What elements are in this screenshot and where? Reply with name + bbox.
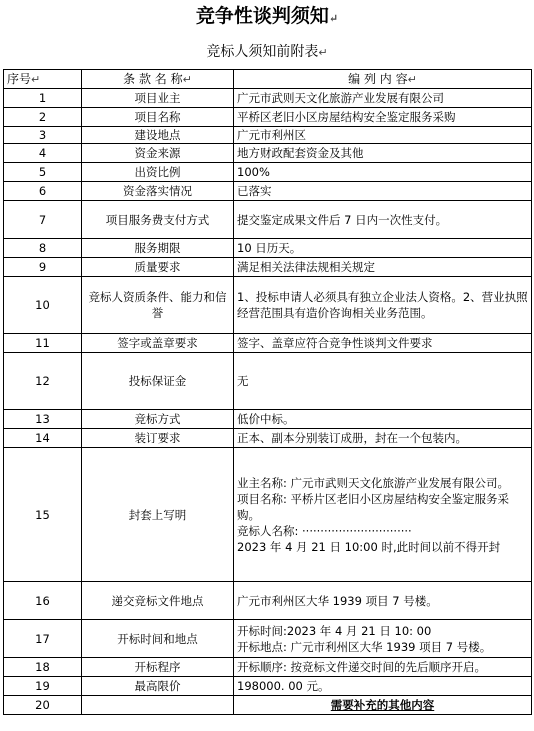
table-row <box>4 620 532 658</box>
row-number: 17 <box>4 620 82 658</box>
header-no: 序号↵ <box>4 70 82 89</box>
row-number: 1 <box>4 89 82 108</box>
table-row <box>4 277 532 334</box>
table-row <box>4 429 532 448</box>
clause-name: 资金来源 <box>82 144 234 163</box>
clause-content: 平桥区老旧小区房屋结构安全鉴定服务采购 <box>234 108 532 127</box>
clause-content: 业主名称: 广元市武则天文化旅游产业发展有限公司。 项目名称: 平桥片区老旧小区房屋结构安全鉴定服务采购。 竞标人名称: ······························ 2023 年 4 月 21 日 10:00 时,此时间以前不得开封 <box>234 448 532 582</box>
clause-content: 提交鉴定成果文件后 7 日内一次性支付。 <box>234 201 532 239</box>
row-number: 4 <box>4 144 82 163</box>
clause-content: 满足相关法律法规相关规定 <box>234 258 532 277</box>
table-row <box>4 696 532 715</box>
clause-name: 开标时间和地点 <box>82 620 234 658</box>
clause-content: 198000. 00 元。 <box>234 677 532 696</box>
clause-name <box>82 696 234 715</box>
row-number: 16 <box>4 582 82 620</box>
row-number: 13 <box>4 410 82 429</box>
table-caption: 竞标人须知前附表↵ <box>206 44 328 60</box>
clause-name: 项目服务费支付方式 <box>82 201 234 239</box>
clause-name: 最高限价 <box>82 677 234 696</box>
table-row <box>4 163 532 182</box>
table-row <box>4 677 532 696</box>
table-row <box>4 258 532 277</box>
row-number: 12 <box>4 353 82 410</box>
clause-content: 开标顺序: 按竞标文件递交时间的先后顺序开启。 <box>234 658 532 677</box>
clause-name: 项目业主 <box>82 89 234 108</box>
row-number: 9 <box>4 258 82 277</box>
table-row <box>4 448 532 582</box>
table-row <box>4 353 532 410</box>
clause-name: 项目名称 <box>82 108 234 127</box>
row-number: 15 <box>4 448 82 582</box>
table-row <box>4 582 532 620</box>
clause-name: 竞标人资质条件、能力和信誉 <box>82 277 234 334</box>
clause-content: 无 <box>234 353 532 410</box>
row-number: 5 <box>4 163 82 182</box>
row-number: 14 <box>4 429 82 448</box>
table-row <box>4 89 532 108</box>
table-row <box>4 144 532 163</box>
clause-content: 10 日历天。 <box>234 239 532 258</box>
table-row <box>4 410 532 429</box>
clause-content: 100% <box>234 163 532 182</box>
clause-name: 竞标方式 <box>82 410 234 429</box>
clause-name: 封套上写明 <box>82 448 234 582</box>
row-number: 7 <box>4 201 82 239</box>
row-number: 8 <box>4 239 82 258</box>
clause-content: 地方财政配套资金及其他 <box>234 144 532 163</box>
clause-name: 资金落实情况 <box>82 182 234 201</box>
row-number: 11 <box>4 334 82 353</box>
clause-name: 出资比例 <box>82 163 234 182</box>
row-number: 3 <box>4 127 82 144</box>
clause-content: 1、投标申请人必须具有独立企业法人资格。2、营业执照经营范围具有造价咨询相关业务范围。 <box>234 277 532 334</box>
clause-content: 低价中标。 <box>234 410 532 429</box>
clause-content: 广元市利州区大华 1939 项目 7 号楼。 <box>234 582 532 620</box>
table-row <box>4 127 532 144</box>
row-number: 19 <box>4 677 82 696</box>
table-row <box>4 108 532 127</box>
bidder-notice-table <box>3 69 532 715</box>
clause-content: 广元市利州区 <box>234 127 532 144</box>
table-row <box>4 658 532 677</box>
row-number: 2 <box>4 108 82 127</box>
clause-content: 开标时间:2023 年 4 月 21 日 10: 00 开标地点: 广元市利州区大华 1939 项目 7 号楼。 <box>234 620 532 658</box>
table-header-row <box>4 70 532 89</box>
table-row <box>4 182 532 201</box>
table-row <box>4 201 532 239</box>
header-item: 条 款 名 称↵ <box>82 70 234 89</box>
header-content: 编 列 内 容↵ <box>234 70 532 89</box>
clause-name: 质量要求 <box>82 258 234 277</box>
table-row <box>4 334 532 353</box>
clause-name: 递交竞标文件地点 <box>82 582 234 620</box>
clause-name: 开标程序 <box>82 658 234 677</box>
clause-name: 服务期限 <box>82 239 234 258</box>
row-number: 18 <box>4 658 82 677</box>
table-row <box>4 239 532 258</box>
clause-content: 签字、盖章应符合竞争性谈判文件要求 <box>234 334 532 353</box>
clause-name: 建设地点 <box>82 127 234 144</box>
row-number: 10 <box>4 277 82 334</box>
clause-content: 已落实 <box>234 182 532 201</box>
clause-content: 正本、副本分别装订成册，封在一个包装内。 <box>234 429 532 448</box>
clause-name: 签字或盖章要求 <box>82 334 234 353</box>
row-number: 20 <box>4 696 82 715</box>
clause-name: 投标保证金 <box>82 353 234 410</box>
row-number: 6 <box>4 182 82 201</box>
document-title: 竞争性谈判须知↵ <box>195 5 339 27</box>
clause-name: 装订要求 <box>82 429 234 448</box>
clause-content: 广元市武则天文化旅游产业发展有限公司 <box>234 89 532 108</box>
clause-content: 需要补充的其他内容 <box>234 696 532 715</box>
